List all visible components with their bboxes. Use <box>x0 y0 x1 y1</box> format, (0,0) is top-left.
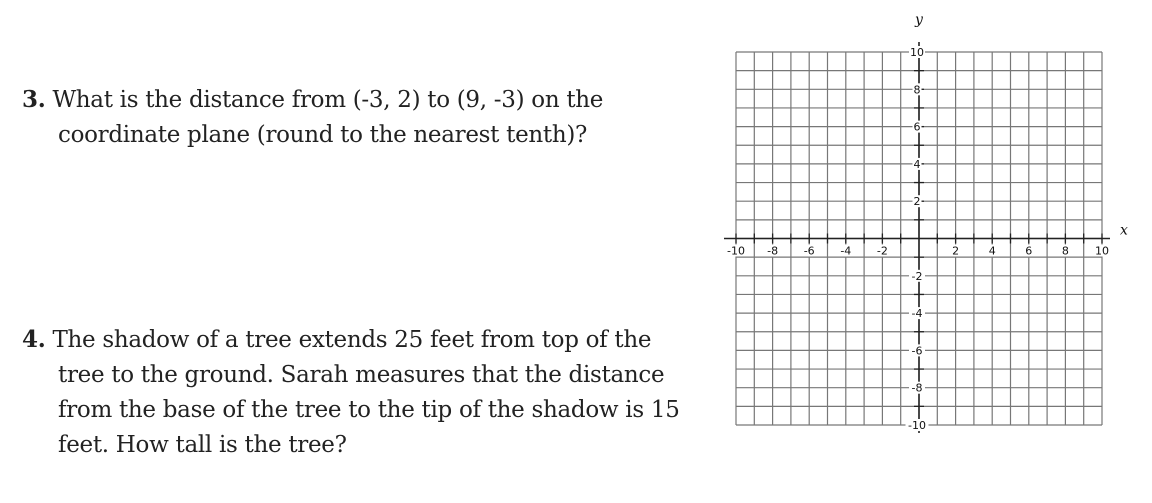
problem-3 <box>22 82 603 153</box>
problem-4-line-4: feet. How tall is the tree? <box>58 432 347 458</box>
axes <box>724 42 1110 433</box>
x-tick-label: 4 <box>988 244 996 258</box>
problem-4 <box>22 322 680 463</box>
problem-4-text-1: The shadow of a tree extends 25 feet from top of the <box>52 327 652 353</box>
x-tick-label: 10 <box>1095 244 1109 258</box>
x-tick-label: -4 <box>840 244 852 258</box>
y-tick-label: 6 <box>913 120 921 134</box>
x-tick-label: 8 <box>1061 244 1069 258</box>
y-tick-label: 8 <box>913 83 921 97</box>
problem-3-number: 3. <box>22 86 46 113</box>
y-axis-label: y <box>915 12 923 28</box>
x-tick-label: -6 <box>803 244 815 258</box>
y-tick-label: -6 <box>911 344 923 358</box>
x-tick-label: -10 <box>727 244 745 258</box>
y-tick-label: -8 <box>911 381 923 395</box>
x-axis-label: x <box>1120 222 1128 239</box>
x-tick-label: -2 <box>876 244 888 258</box>
y-tick-label: 10 <box>910 46 924 59</box>
problem-3-line-1 <box>22 82 603 118</box>
x-tick-label: -8 <box>767 244 779 258</box>
y-tick-label: -10 <box>908 419 926 432</box>
coordinate-grid <box>710 0 1140 503</box>
y-tick-label: -4 <box>911 307 923 321</box>
problem-4-line-3: from the base of the tree to the tip of the shadow is 15 <box>58 397 680 423</box>
problem-4-number: 4. <box>22 326 46 353</box>
y-tick-label: 2 <box>913 195 921 209</box>
problem-4-line-1 <box>22 322 680 358</box>
x-tick-label: 6 <box>1025 244 1033 258</box>
x-tick-label: 2 <box>952 244 960 258</box>
y-tick-label: 4 <box>913 157 921 171</box>
problem-3-line-2: coordinate plane (round to the nearest tenth)? <box>58 122 588 148</box>
problem-3-text-1: What is the distance from (-3, 2) to (9, -3) on the <box>52 87 604 113</box>
problem-4-line-2: tree to the ground. Sarah measures that the distance <box>58 362 665 388</box>
y-tick-label: -2 <box>911 269 923 283</box>
